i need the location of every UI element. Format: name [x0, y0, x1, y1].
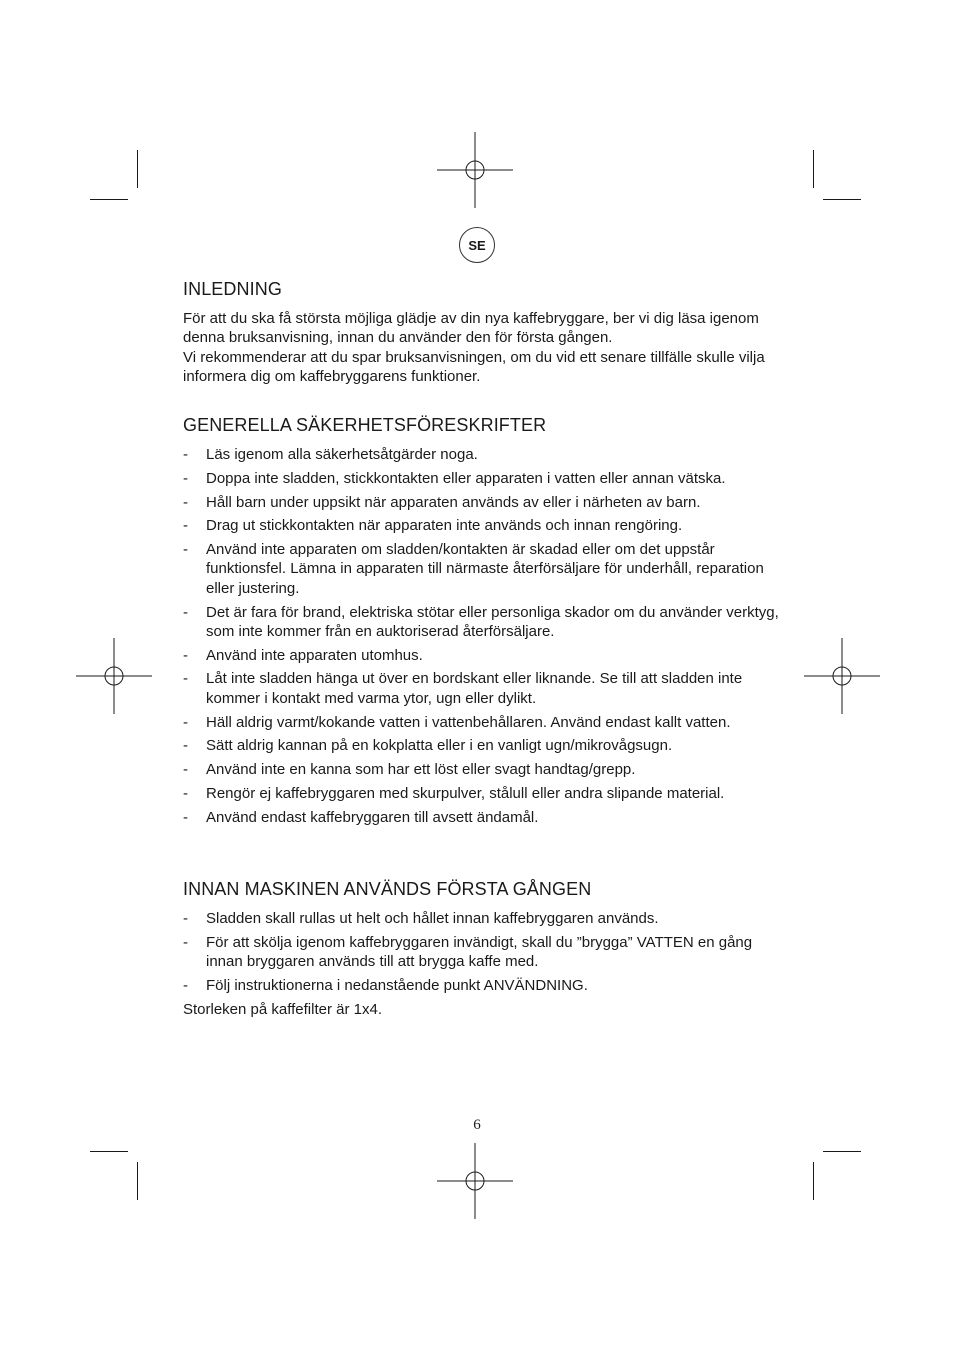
crop-mark — [823, 1151, 861, 1152]
crop-mark — [90, 199, 128, 200]
list-item — [183, 669, 783, 708]
list-item — [183, 808, 783, 827]
list-item-text: Rengör ej kaffebryggaren med skurpulver, stålull eller andra slipande material. — [206, 784, 725, 802]
list-item-text: Använd inte apparaten om sladden/kontakten är skadad eller om det uppstår funktionsfel. Lämna in apparaten till närmaste återförsäljare för underhåll, reparation eller justering. — [206, 541, 764, 597]
first-use-section — [183, 878, 783, 1019]
dash-bullet: - — [183, 446, 188, 463]
paragraph: För att du ska få största möjliga glädje av din nya kaffebryggare, ber vi dig läsa igenom denna bruksanvisning, innan du använder den för första gången. — [183, 310, 759, 347]
list-item-text: Använd inte apparaten utomhus. — [206, 646, 423, 664]
list-item — [183, 713, 783, 732]
list-item — [183, 469, 783, 488]
section-title: GENERELLA SÄKERHETSFÖRESKRIFTER — [183, 415, 547, 435]
dash-bullet: - — [183, 493, 188, 511]
dash-bullet: - — [183, 670, 188, 688]
section-title: INNAN MASKINEN ANVÄNDS FÖRSTA GÅNGEN — [183, 879, 592, 899]
dash-bullet: - — [183, 737, 188, 755]
list-item-text: Drag ut stickkontakten när apparaten inte används och innan rengöring. — [206, 517, 683, 535]
list-item — [183, 784, 783, 803]
dash-bullet: - — [183, 976, 188, 994]
dash-bullet: - — [183, 469, 188, 487]
dash-bullet: - — [183, 933, 188, 951]
safety-list — [183, 445, 783, 827]
crop-mark — [813, 1162, 814, 1200]
list-item — [183, 493, 783, 512]
list-item — [183, 540, 783, 598]
list-item — [183, 976, 783, 995]
list-item-text: Följ instruktionerna i nedanstående punkt ANVÄNDNING. — [206, 976, 588, 994]
list-item — [183, 603, 783, 642]
dash-bullet: - — [183, 603, 188, 621]
list-item — [183, 646, 783, 665]
crop-mark — [823, 199, 861, 200]
crop-mark — [137, 1162, 138, 1200]
list-item-text: Sätt aldrig kannan på en kokplatta eller i en vanligt ugn/mikrovågsugn. — [206, 737, 673, 755]
list-item-text: Läs igenom alla säkerhetsåtgärder noga. — [206, 446, 478, 463]
crop-mark — [137, 150, 138, 188]
list-item-text: Doppa inte sladden, stickkontakten eller apparaten i vatten eller annan vätska. — [206, 469, 726, 487]
list-item-text: Använd inte en kanna som har ett löst eller svagt handtag/grepp. — [206, 761, 636, 779]
list-item — [183, 909, 783, 928]
registration-mark-icon — [437, 1143, 513, 1219]
dash-bullet: - — [183, 910, 188, 927]
registration-mark-icon — [76, 638, 152, 714]
safety-section — [183, 414, 783, 832]
list-item-text: Använd endast kaffebryggaren till avsett ändamål. — [206, 808, 539, 826]
list-item — [183, 760, 783, 779]
intro-section — [183, 278, 783, 386]
dash-bullet: - — [183, 808, 188, 826]
list-item — [183, 445, 783, 464]
list-item-text: Sladden skall rullas ut helt och hållet innan kaffebryggaren används. — [206, 910, 659, 927]
list-item-text: Låt inte sladden hänga ut över en bordskant eller liknande. Se till att sladden inte kommer i kontakt med varma ytor, ugn eller dylikt. — [206, 670, 743, 707]
registration-mark-icon — [437, 132, 513, 208]
list-item — [183, 736, 783, 755]
crop-mark — [90, 1151, 128, 1152]
dash-bullet: - — [183, 761, 188, 779]
registration-mark-icon — [804, 638, 880, 714]
dash-bullet: - — [183, 646, 188, 664]
dash-bullet: - — [183, 713, 188, 731]
filter-size-note: Storleken på kaffefilter är 1x4. — [183, 1000, 382, 1018]
list-item-text: Håll barn under uppsikt när apparaten används av eller i närheten av barn. — [206, 493, 701, 511]
dash-bullet: - — [183, 541, 188, 559]
list-item-text: Det är fara för brand, elektriska stötar eller personliga skador om du använder verktyg, som inte kommer från en auktoriserad återförsäljare. — [206, 603, 779, 640]
paragraph: Vi rekommenderar att du spar bruksanvisningen, om du vid ett senare tillfälle skulle vilja informera dig om kaffebryggarens funktioner. — [183, 348, 765, 385]
first-use-list — [183, 909, 783, 995]
language-badge: SE — [459, 227, 495, 263]
dash-bullet: - — [183, 517, 188, 535]
list-item-text: För att skölja igenom kaffebryggaren invändigt, skall du ”brygga” VATTEN en gång innan bryggaren används till att brygga kaffe med. — [206, 933, 753, 971]
page-number: 6 — [473, 1117, 481, 1133]
crop-mark — [813, 150, 814, 188]
list-item — [183, 516, 783, 535]
list-item — [183, 933, 783, 972]
dash-bullet: - — [183, 784, 188, 802]
list-item-text: Häll aldrig varmt/kokande vatten i vattenbehållaren. Använd endast kallt vatten. — [206, 713, 731, 731]
section-title: INLEDNING — [183, 279, 282, 299]
